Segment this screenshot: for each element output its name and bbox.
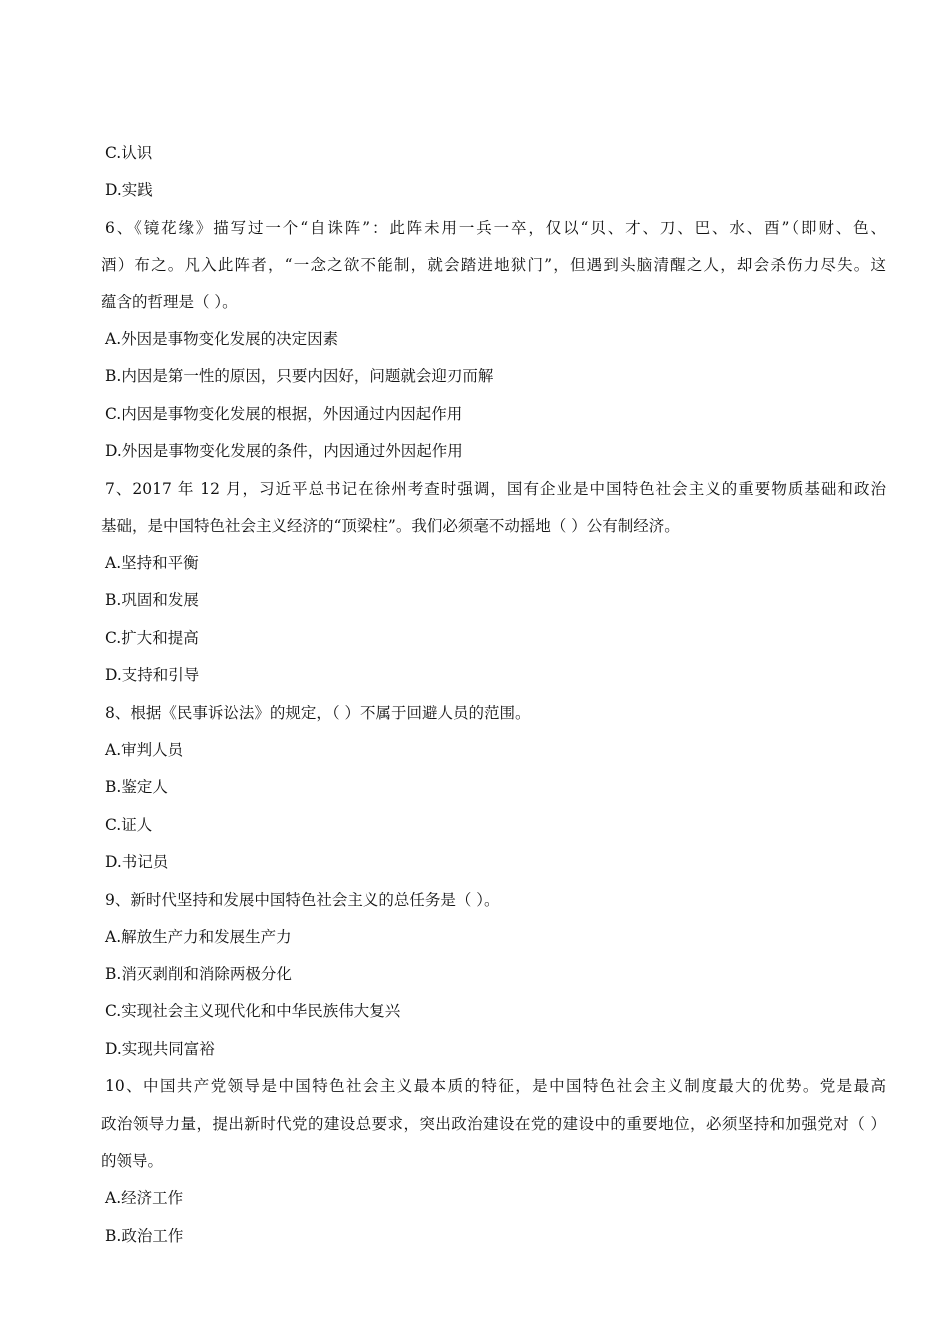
question-9-option-a: A.解放生产力和发展生产力 bbox=[105, 928, 292, 946]
question-7-option-a: A.坚持和平衡 bbox=[105, 554, 199, 572]
question-8-option-c: C.证人 bbox=[105, 816, 153, 834]
question-6-stem-line-1: 6、《镜花缘》描写过一个“自诛阵”：此阵未用一兵一卒，仅以“贝、才、刀、巴、水、酉”（即财、色、 bbox=[105, 219, 886, 237]
question-10-stem-line-3: 的领导。 bbox=[101, 1152, 164, 1170]
question-8-option-b: B.鉴定人 bbox=[105, 778, 168, 796]
question-8-stem-line-1: 8、根据《民事诉讼法》的规定，（ ）不属于回避人员的范围。 bbox=[105, 704, 531, 722]
question-8-option-a: A.审判人员 bbox=[105, 741, 184, 759]
question-7-stem-line-1: 7、2017 年 12 月，习近平总书记在徐州考查时强调，国有企业是中国特色社会主义的重要物质基础和政治 bbox=[105, 480, 886, 498]
question-6-option-b: B.内因是第一性的原因，只要内因好，问题就会迎刃而解 bbox=[105, 367, 494, 385]
question-10-option-b: B.政治工作 bbox=[105, 1227, 184, 1245]
question-10-option-a: A.经济工作 bbox=[105, 1189, 184, 1207]
question-5-option-c: C.认识 bbox=[105, 144, 153, 162]
question-7-option-c: C.扩大和提高 bbox=[105, 629, 199, 647]
question-9-stem-line-1: 9、新时代坚持和发展中国特色社会主义的总任务是（ ）。 bbox=[105, 891, 500, 909]
question-7-stem-line-2: 基础，是中国特色社会主义经济的“顶梁柱”。我们必须毫不动摇地（ ）公有制经济。 bbox=[101, 517, 680, 535]
question-9-option-b: B.消灭剥削和消除两极分化 bbox=[105, 965, 292, 983]
question-5-option-d: D.实践 bbox=[105, 181, 153, 199]
question-7-option-d: D.支持和引导 bbox=[105, 666, 200, 684]
question-9-option-d: D.实现共同富裕 bbox=[105, 1040, 215, 1058]
question-6-stem-line-3: 蕴含的哲理是（ ）。 bbox=[101, 293, 238, 311]
question-8-option-d: D.书记员 bbox=[105, 853, 169, 871]
question-9-option-c: C.实现社会主义现代化和中华民族伟大复兴 bbox=[105, 1002, 401, 1020]
question-10-stem-line-1: 10、中国共产党领导是中国特色社会主义最本质的特征，是中国特色社会主义制度最大的优势。党是最高 bbox=[105, 1077, 886, 1095]
question-10-stem-line-2: 政治领导力量，提出新时代党的建设总要求，突出政治建设在党的建设中的重要地位，必须坚持和加强党对（ ） bbox=[101, 1115, 886, 1133]
question-6-option-a: A.外因是事物变化发展的决定因素 bbox=[105, 330, 339, 348]
question-7-option-b: B.巩固和发展 bbox=[105, 591, 199, 609]
question-6-option-c: C.内因是事物变化发展的根据，外因通过内因起作用 bbox=[105, 405, 463, 423]
question-6-option-d: D.外因是事物变化发展的条件，内因通过外因起作用 bbox=[105, 442, 463, 460]
question-6-stem-line-2: 酒）布之。凡入此阵者，“一念之欲不能制，就会踏进地狱门”，但遇到头脑清醒之人，却会杀伤力尽失。这 bbox=[101, 256, 886, 274]
